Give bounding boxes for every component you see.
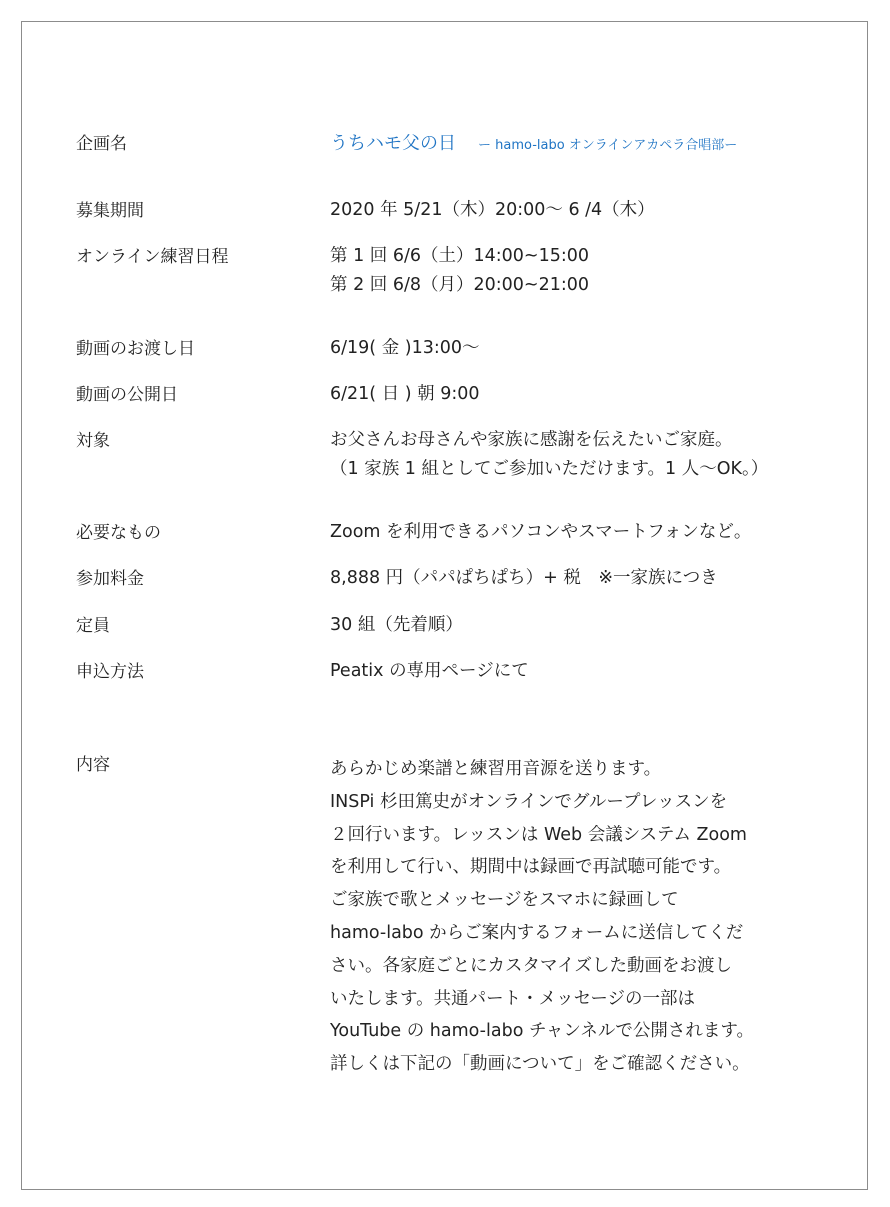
content-line: あらかじめ楽譜と練習用音源を送ります。 <box>330 759 662 779</box>
label-target: 対象 <box>76 431 110 451</box>
value-application-method <box>330 657 529 686</box>
content-line: さい。各家庭ごとにカスタマイズした動画をお渡し <box>330 955 732 976</box>
value-fee <box>330 564 718 593</box>
value-line: 6/21( 日 ) 朝 9:00 <box>330 384 480 404</box>
value-line: 30 組（先着順） <box>330 615 463 635</box>
value-project-name <box>330 129 737 160</box>
label-fee: 参加料金 <box>76 569 144 589</box>
label-capacity: 定員 <box>76 616 110 636</box>
value-video-release <box>330 380 480 409</box>
label-application-period: 募集期間 <box>76 201 144 221</box>
label-project-name: 企画名 <box>76 134 127 154</box>
value-line: 2020 年 5/21（木）20:00～ 6 /4（木） <box>330 200 655 220</box>
value-capacity <box>330 611 463 640</box>
value-line: 6/19( 金 )13:00～ <box>330 338 480 358</box>
label-requirements: 必要なもの <box>76 523 161 543</box>
label-content: 内容 <box>76 755 110 775</box>
content-line: INSPi 杉田篤史がオンラインでグループレッスンを <box>330 791 728 812</box>
project-title: うちハモ父の日 <box>330 133 456 154</box>
content-line: hamo-labo からご案内するフォームに送信してくだ <box>330 922 744 943</box>
value-target <box>330 426 768 484</box>
project-subtitle: ー hamo-labo オンラインアカペラ合唱部ー <box>478 138 738 153</box>
content-line: 詳しくは下記の「動画について」をご確認ください。 <box>330 1054 750 1075</box>
label-practice-schedule: オンライン練習日程 <box>76 247 229 267</box>
value-line: Peatix の専用ページにて <box>330 661 529 681</box>
label-application-method: 申込方法 <box>76 662 144 682</box>
value-line: 第 1 回 6/6（土）14:00~15:00 <box>330 246 590 266</box>
value-video-delivery <box>330 334 480 363</box>
label-video-release: 動画の公開日 <box>76 385 178 405</box>
value-line: お父さんお母さんや家族に感謝を伝えたいご家庭。 <box>330 430 733 450</box>
content-line: ご家族で歌とメッセージをスマホに録画して <box>330 890 679 911</box>
value-application-period <box>330 196 655 225</box>
value-line: （1 家族 1 組としてご参加いただけます。1 人～OK。） <box>330 459 769 479</box>
content-line: いたします。共通パート・メッセージの一部は <box>330 988 696 1009</box>
value-line: Zoom を利用できるパソコンやスマートフォンなど。 <box>330 522 752 542</box>
value-practice-schedule <box>330 242 589 300</box>
label-video-delivery: 動画のお渡し日 <box>76 339 195 359</box>
value-line: 8,888 円（パパぱちぱち）+ 税 ※一家族につき <box>330 568 718 588</box>
value-line: 第 2 回 6/8（月）20:00~21:00 <box>330 275 590 295</box>
content-line: ２回行います。レッスンは Web 会議システム Zoom <box>330 824 747 845</box>
value-content <box>330 753 754 1081</box>
value-requirements <box>330 518 751 547</box>
content-line: を利用して行い、期間中は録画で再試聴可能です。 <box>330 857 732 878</box>
content-line: YouTube の hamo-labo チャンネルで公開されます。 <box>330 1021 755 1042</box>
